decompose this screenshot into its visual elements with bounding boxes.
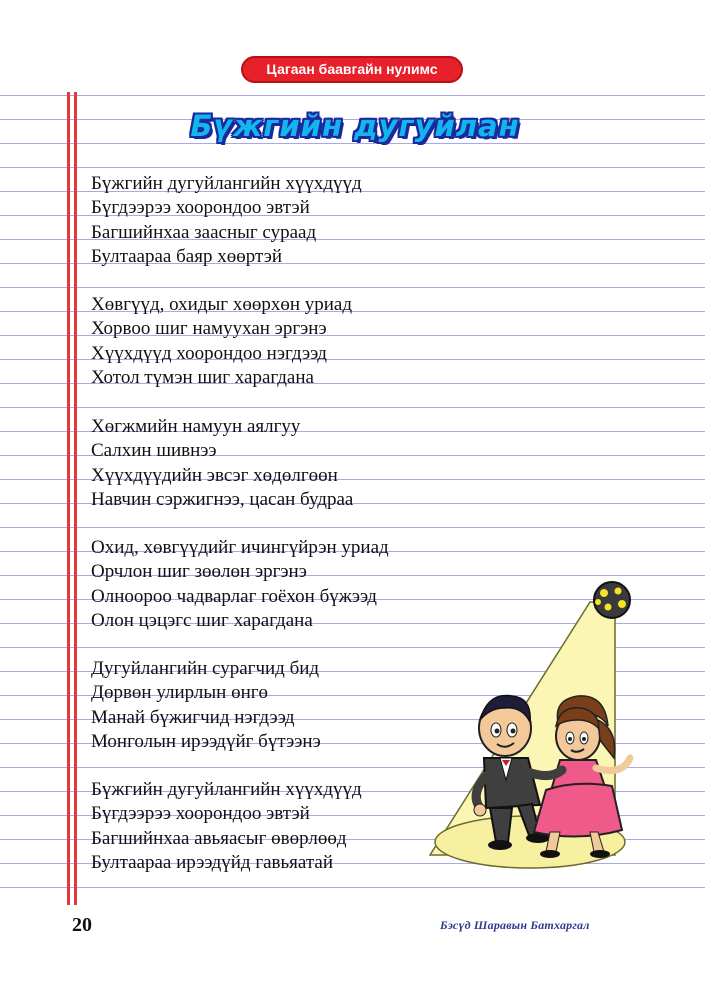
poem-line: Олноороо чадварлаг гоёхон бүжээд — [91, 585, 377, 607]
author-name: Бэсүд Шаравын Батхаргал — [440, 918, 590, 932]
poem-line: Манай бүжигчид нэгдээд — [91, 706, 295, 728]
margin-line-right — [74, 92, 77, 905]
poem-line: Дугуйлангийн сурагчид бид — [91, 658, 320, 679]
disco-ball-icon — [594, 582, 630, 618]
poem-line: Бүжгийн дугуйлангийн хүүхдүүд — [91, 173, 362, 194]
poem-line: Дөрвөн улирлын өнгө — [91, 682, 269, 704]
margin-line-left — [67, 92, 70, 905]
poem-line: Салхин шивнээ — [91, 440, 217, 462]
stanza-2 — [91, 293, 352, 390]
stanza-5 — [91, 657, 321, 754]
stanza-1 — [91, 172, 362, 269]
poem-title-container — [170, 104, 540, 148]
poem-line: Багшийнхаа авьяасыг өвөрлөөд — [91, 827, 347, 849]
stanza-6 — [91, 778, 362, 875]
poem-line: Хорвоо шиг намуухан эргэнэ — [91, 318, 327, 340]
poem-line: Хотол түмэн шиг харагдана — [91, 366, 314, 388]
poem-line: Охид, хөвгүүдийг ичингүйрэн уриад — [91, 537, 389, 558]
poem-line: Бүгдээрээ хоорондоо эвтэй — [91, 197, 310, 219]
poem-line: Бүжгийн дугуйлангийн хүүхдүүд — [91, 779, 362, 800]
bottom-margin — [0, 905, 705, 1000]
poem-line: Хөгжмийн намуун аялгуу — [91, 416, 301, 437]
poem-line: Хөвгүүд, охидыг хөөрхөн уриад — [91, 294, 353, 315]
poem-line: Хүүхдүүдийн эвсэг хөдөлгөөн — [91, 464, 338, 486]
poem-line: Бултаараа ирээдүйд гавьяатай — [91, 851, 333, 873]
series-title-badge: Цагаан баавгайн нулимс — [241, 56, 463, 83]
poem-line: Монголын ирээдүйг бүтээнэ — [91, 730, 321, 752]
poem-line: Бултаараа баяр хөөртэй — [91, 245, 283, 267]
poem-line: Орчлон шиг зөөлөн эргэнэ — [91, 561, 307, 583]
stanza-4 — [91, 536, 389, 633]
stanza-3 — [91, 415, 353, 512]
poem-line: Хүүхдүүд хоорондоо нэгдээд — [91, 342, 327, 364]
poem-line: Бүгдээрээ хоорондоо эвтэй — [91, 803, 310, 825]
page-number: 20 — [72, 914, 92, 936]
poem-line: Багшийнхаа заасныг сураад — [91, 221, 317, 243]
poem-line: Олон цэцэгс шиг харагдана — [91, 609, 313, 631]
poem-title: Бүжгийн дугуйлан — [190, 109, 520, 143]
dancing-children-spotlight-icon — [400, 580, 640, 880]
poem-line: Навчин сэржигнээ, цасан будраа — [91, 488, 354, 510]
